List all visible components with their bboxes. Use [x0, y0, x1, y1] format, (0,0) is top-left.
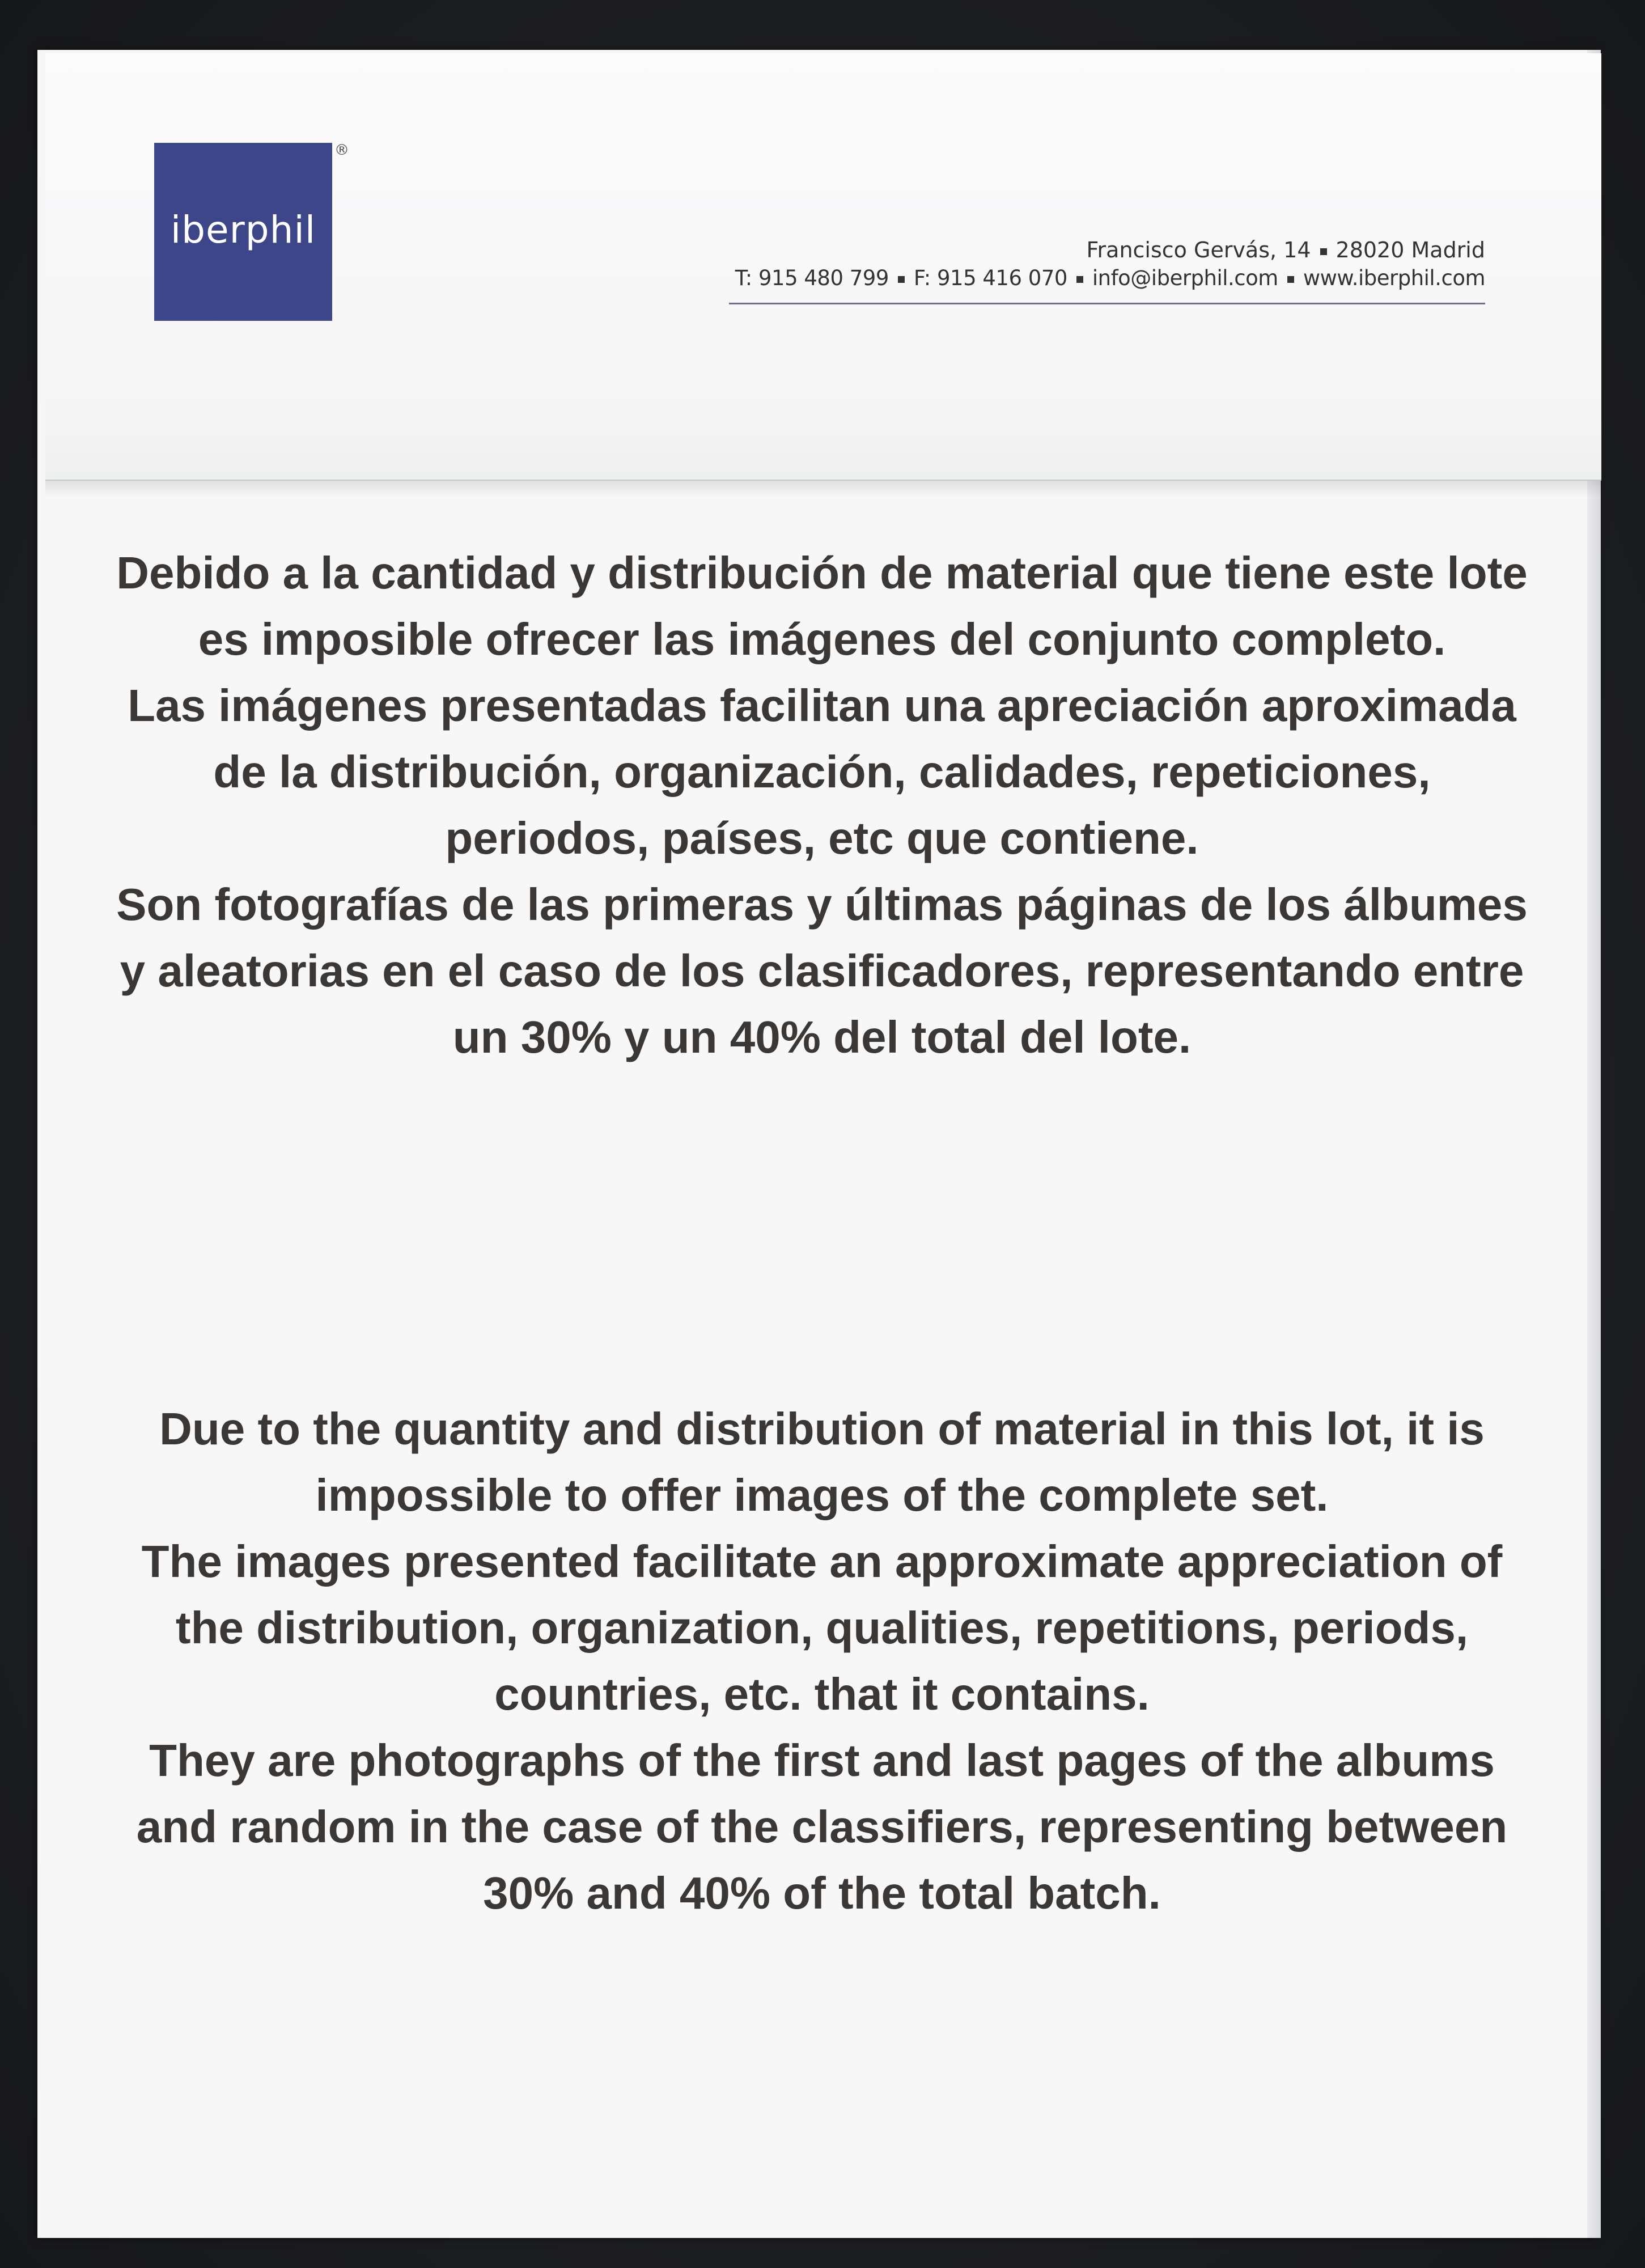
notice-paragraph: Son fotografías de las primeras y últimas páginas de los álbumes y aleatorias en el caso de los clasificadores, representando entre un 30% y un 40% del total del lote.	[116, 879, 1528, 1062]
fax-number: F: 915 416 070	[913, 266, 1067, 290]
notice-paragraph: They are photographs of the first and last pages of the albums and random in the case of the classifiers, representing between 30% and 40% of the total batch.	[136, 1735, 1508, 1918]
bullet-separator	[1320, 248, 1327, 255]
bullet-separator	[1287, 276, 1294, 283]
notice-spanish	[113, 540, 1530, 1070]
website: www.iberphil.com	[1303, 266, 1485, 290]
notice-paragraph: Las imágenes presentadas facilitan una apreciación aproximada de la distribución, organización, calidades, repeticiones, periodos, países, etc que contiene.	[128, 680, 1516, 863]
contact-line	[735, 264, 1485, 292]
notice-paragraph: Debido a la cantidad y distribución de material que tiene este lote es imposible ofrecer las imágenes del conjunto completo.	[116, 548, 1528, 664]
fold-shadow	[45, 480, 1601, 497]
postal-city: 28020 Madrid	[1335, 238, 1485, 262]
email-address: info@iberphil.com	[1092, 266, 1278, 290]
registered-mark: ®	[334, 142, 349, 159]
notice-paragraph: The images presented facilitate an approximate appreciation of the distribution, organization, qualities, repetitions, periods, countries, etc. that it contains.	[141, 1536, 1503, 1719]
letterhead-address	[735, 236, 1485, 292]
street-address-line	[735, 236, 1485, 264]
notice-paragraph: Due to the quantity and distribution of material in this lot, it is impossible to offer images of the complete set.	[159, 1404, 1485, 1520]
address-underline	[729, 303, 1485, 304]
notice-english	[113, 1396, 1530, 1926]
bullet-separator	[898, 276, 905, 283]
phone-number: T: 915 480 799	[735, 266, 889, 290]
street-address: Francisco Gervás, 14	[1086, 238, 1311, 262]
logo-text: iberphil	[170, 207, 316, 252]
bullet-separator	[1076, 276, 1083, 283]
iberphil-logo	[154, 143, 332, 321]
